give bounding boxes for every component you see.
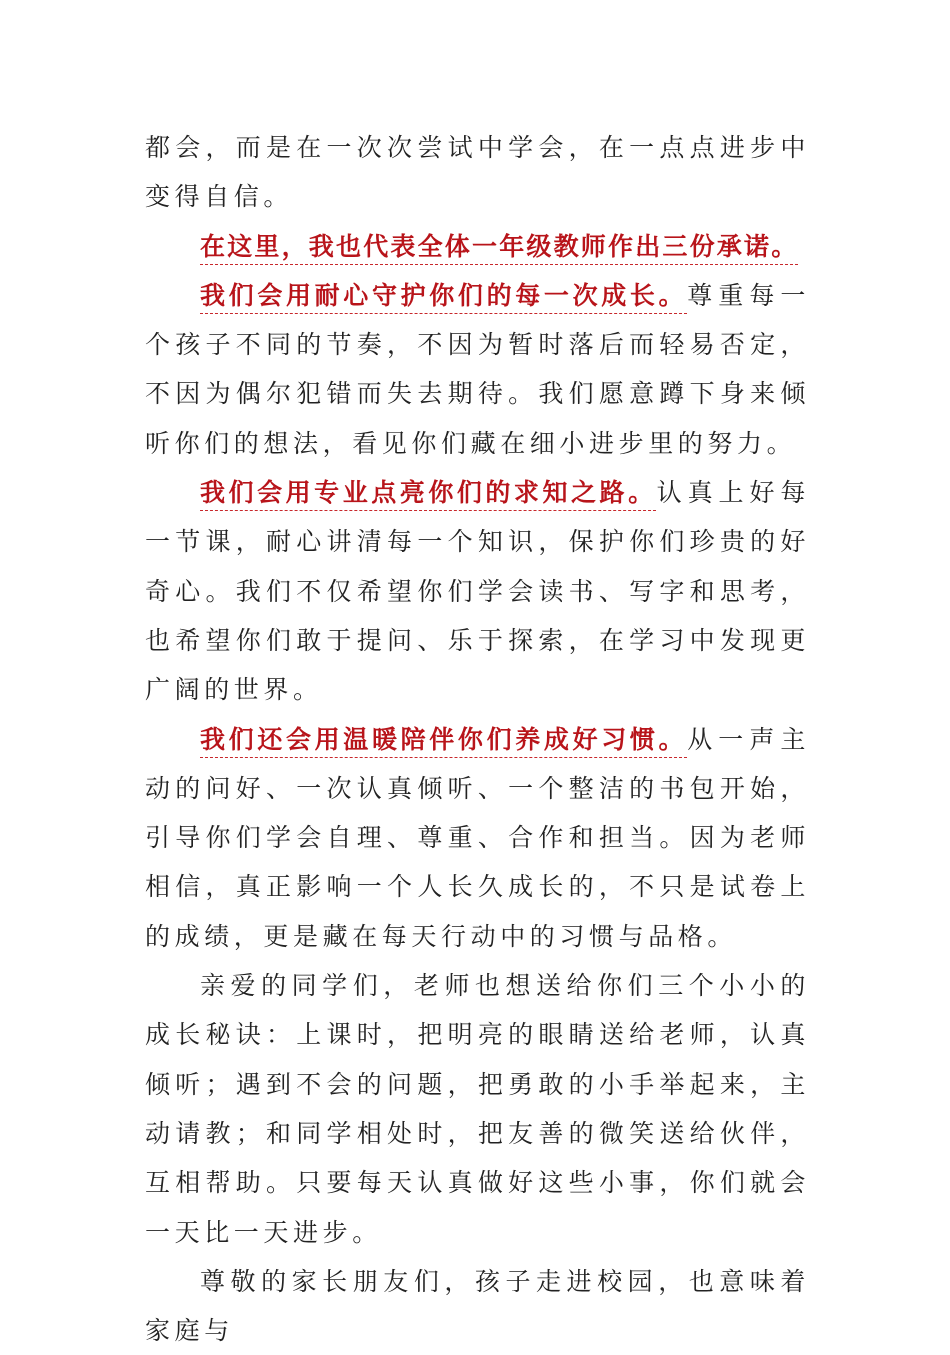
paragraph-6 bbox=[145, 961, 810, 1257]
paragraph-4 bbox=[145, 468, 810, 714]
paragraph-2 bbox=[145, 222, 810, 271]
paragraph-1 bbox=[145, 123, 810, 222]
highlighted-statement: 我们会用耐心守护你们的每一次成长。 bbox=[200, 280, 688, 310]
paragraph-text: 尊敬的家长朋友们，孩子走进校园，也意味着家庭与 bbox=[145, 1266, 810, 1346]
paragraph-7 bbox=[145, 1257, 810, 1355]
paragraph-text: 认真上好每一节课，耐心讲清每一个知识，保护你们珍贵的好奇心。我们不仅希望你们学会读书、写字和思考，也希望你们敢于提问、乐于探索，在学习中发现更广阔的世界。 bbox=[145, 478, 810, 705]
paragraph-3 bbox=[145, 271, 810, 468]
document-body bbox=[145, 123, 810, 1355]
highlighted-statement: 我们会用专业点亮你们的求知之路。 bbox=[200, 478, 657, 508]
highlighted-statement: 我们还会用温暖陪伴你们养成好习惯。 bbox=[200, 724, 688, 754]
paragraph-text: 从一声主动的问好、一次认真倾听、一个整洁的书包开始，引导你们学会自理、尊重、合作和担当。因为老师相信，真正影响一个人长久成长的，不只是试卷上的成绩，更是藏在每天行动中的习惯与品格。 bbox=[145, 724, 810, 951]
paragraph-5 bbox=[145, 715, 810, 961]
paragraph-text: 尊重每一个孩子不同的节奏，不因为暂时落后而轻易否定，不因为偶尔犯错而失去期待。我们愿意蹲下身来倾听你们的想法，看见你们藏在细小进步里的努力。 bbox=[145, 280, 810, 458]
highlighted-statement: 在这里，我也代表全体一年级教师作出三份承诺。 bbox=[200, 231, 799, 261]
paragraph-text: 亲爱的同学们，老师也想送给你们三个小小的成长秘诀：上课时，把明亮的眼睛送给老师，认真倾听；遇到不会的问题，把勇敢的小手举起来，主动请教；和同学相处时，把友善的微笑送给伙伴，互相帮助。只要每天认真做好这些小事，你们就会一天比一天进步。 bbox=[145, 971, 810, 1247]
paragraph-text: 都会，而是在一次次尝试中学会，在一点点进步中变得自信。 bbox=[145, 133, 810, 212]
